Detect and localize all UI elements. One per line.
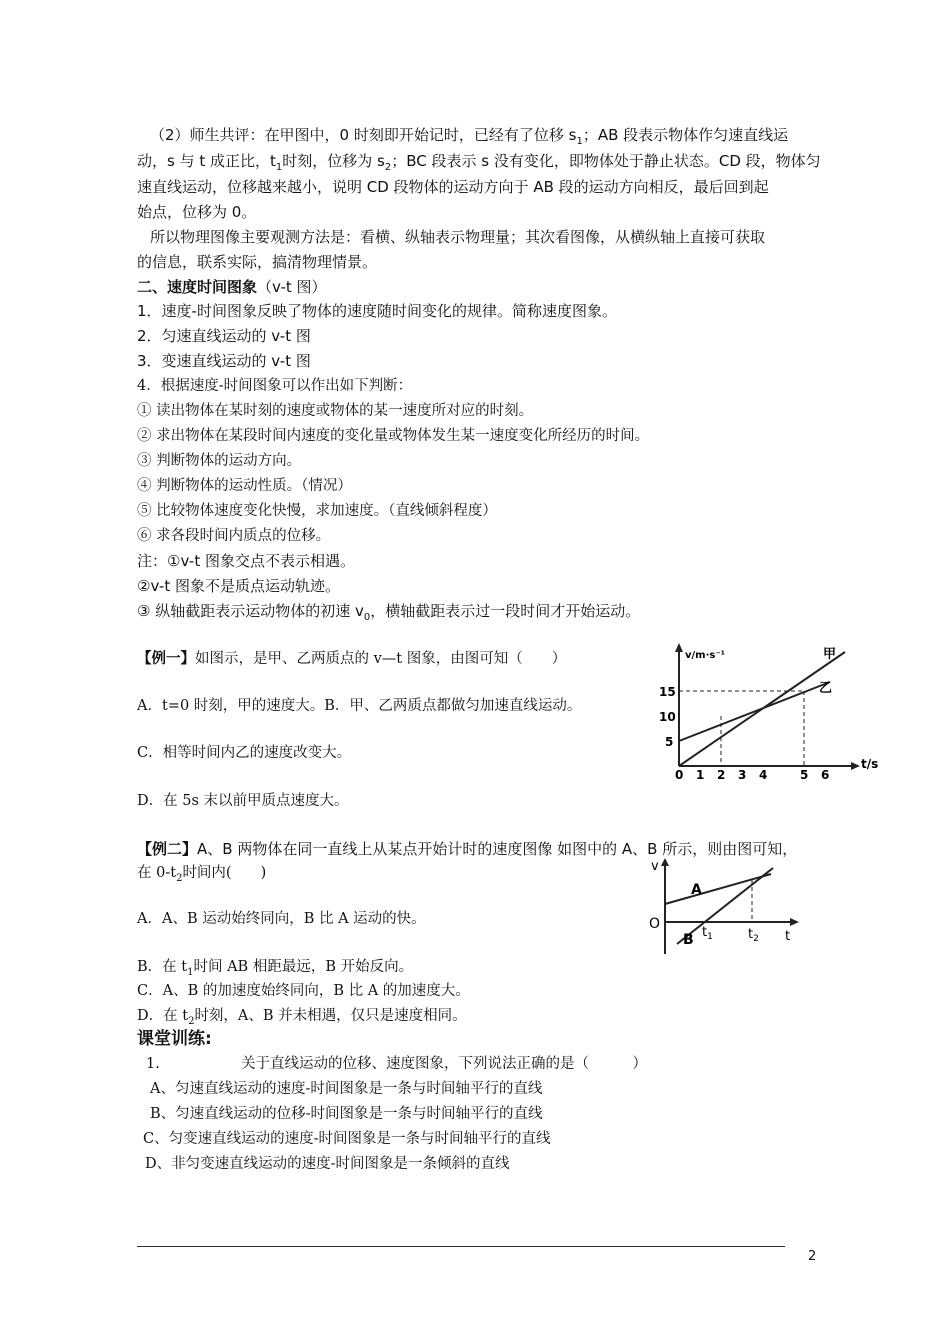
section-item-8: ④ 判断物体的运动性质。（情况） xyxy=(137,478,352,494)
xtick-3: 3 xyxy=(738,768,747,780)
example1-question: 【例一】如图示，是甲、乙两质点的 v—t 图象，由图可知（ ） xyxy=(137,650,567,667)
practice-question-number: 1. xyxy=(146,1056,160,1072)
example1-vt-graph xyxy=(655,640,885,780)
example2-option-c: C．A、B 的加速度始终同向，B 比 A 的加速度大。 xyxy=(137,983,470,999)
y-axis-arrow-icon xyxy=(661,858,669,866)
practice-option-d: D、非匀变速直线运动的速度-时间图象是一条倾斜的直线 xyxy=(145,1156,510,1172)
example1-option-d: D．在 5s 末以前甲质点速度大。 xyxy=(137,793,349,809)
example2-question-line-2: 在 $0-t_2$时间内( ) xyxy=(137,865,267,884)
footer-divider xyxy=(137,1246,785,1247)
practice-heading: 课堂训练: xyxy=(137,1029,212,1049)
section-item-2: 2．匀速直线运动的 v-t 图 xyxy=(137,327,311,345)
page-number: 2 xyxy=(808,1249,817,1264)
label-t: t xyxy=(785,929,791,944)
label-a: A xyxy=(691,882,702,898)
intro-line-1: （2）师生共评：在甲图中，0 时刻即开始记时，已经有了位移 $s_1$；AB 段表示物体作匀速直线运 xyxy=(150,126,789,147)
xlabel: t/s xyxy=(861,757,879,771)
xtick-4: 4 xyxy=(759,768,768,780)
example1-option-c: C．相等时间内乙的速度改变大。 xyxy=(137,745,352,761)
practice-option-c: C、匀变速直线运动的速度-时间图象是一条与时间轴平行的直线 xyxy=(143,1131,551,1147)
section-item-5: ① 读出物体在某时刻的速度或物体的某一速度所对应的时刻。 xyxy=(137,403,534,419)
ylabel: v/m·s⁻¹ xyxy=(685,650,725,661)
t-axis-arrow-icon xyxy=(790,918,799,926)
example2-option-d: D．在 $t_2$时刻，A、B 并未相遇，仅只是速度相同。 xyxy=(137,1008,467,1027)
section-item-9: ⑤ 比较物体速度变化快慢，求加速度。（直线倾斜程度） xyxy=(137,503,497,519)
intro-line-4: 始点，位移为 0。 xyxy=(137,203,257,221)
xtick-0: 0 xyxy=(675,768,684,780)
intro-line-2: 动，s 与 t 成正比，$t_1$时刻，位移为 $s_2$；BC 段表示 s 没有变化，即物体处于静止状态。CD 段，物体匀 xyxy=(137,152,821,173)
label-v: v xyxy=(651,859,659,874)
intro-line-3: 速直线运动，位移越来越小，说明 CD 段物体的运动方向于 AB 段的运动方向相反，最后回到起 xyxy=(137,178,769,196)
practice-option-b: B、匀速直线运动的位移-时间图象是一条与时间轴平行的直线 xyxy=(150,1106,543,1122)
section-heading: 二、速度时间图象（v-t 图） xyxy=(137,278,327,296)
intro-line-5: 所以物理图像主要观测方法是：看横、纵轴表示物理量；其次看图像，从横纵轴上直接可获取 xyxy=(150,228,766,246)
section-item-3: 3．变速直线运动的 v-t 图 xyxy=(137,352,311,370)
label-jia: 甲 xyxy=(823,647,837,662)
example2-vt-graph xyxy=(645,852,805,957)
example2-option-b: B．在 $t_1$时间 AB 相距最远，B 开始反向。 xyxy=(137,959,414,978)
y-axis-arrow-icon xyxy=(675,643,683,652)
section-note-1: 注：①v-t 图象交点不表示相遇。 xyxy=(137,552,355,570)
section-note-2: ②v-t 图象不是质点运动轨迹。 xyxy=(137,577,340,595)
xtick-6: 6 xyxy=(821,768,830,780)
intro-line-6: 的信息，联系实际，搞清物理情景。 xyxy=(137,253,378,271)
label-t1: $t_1$ xyxy=(702,925,713,942)
xtick-5: 5 xyxy=(800,768,809,780)
example2-question-line-1: 【例二】A、B 两物体在同一直线上从某点开始计时的速度图像 如图中的 A、B 所示，则由图可知， xyxy=(137,840,798,858)
section-item-1: 1．速度-时间图象反映了物体的速度随时间变化的规律。简称速度图象。 xyxy=(137,302,617,320)
label-t2: $t_2$ xyxy=(748,927,759,944)
example1-option-a: A．t=0 时刻，甲的速度大。B．甲、乙两质点都做匀加速直线运动。 xyxy=(137,698,582,714)
label-o: O xyxy=(649,916,661,932)
label-yi: 乙 xyxy=(819,681,833,696)
section-item-10: ⑥ 求各段时间内质点的位移。 xyxy=(137,528,331,544)
practice-question: 关于直线运动的位移、速度图象，下列说法正确的是（ ） xyxy=(241,1056,647,1072)
label-b: B xyxy=(683,932,694,948)
ytick-10: 10 xyxy=(659,710,676,724)
section-item-6: ② 求出物体在某段时间内速度的变化量或物体发生某一速度变化所经历的时间。 xyxy=(137,428,650,444)
section-item-4: 4．根据速度-时间图象可以作出如下判断： xyxy=(137,378,413,394)
x-axis-arrow-icon xyxy=(851,762,860,770)
practice-option-a: A、匀速直线运动的速度-时间图象是一条与时间轴平行的直线 xyxy=(150,1081,543,1097)
section-item-7: ③ 判断物体的运动方向。 xyxy=(137,453,302,469)
line-a xyxy=(665,874,771,904)
section-note-3: ③ 纵轴截距表示运动物体的初速 $v_0$，横轴截距表示过一段时间才开始运动。 xyxy=(137,602,641,623)
example2-option-a: A．A、B 运动始终同向，B 比 A 运动的快。 xyxy=(137,911,426,927)
ytick-5: 5 xyxy=(665,735,674,749)
xtick-2: 2 xyxy=(717,768,726,780)
xtick-1: 1 xyxy=(696,768,705,780)
ytick-15: 15 xyxy=(659,685,676,699)
